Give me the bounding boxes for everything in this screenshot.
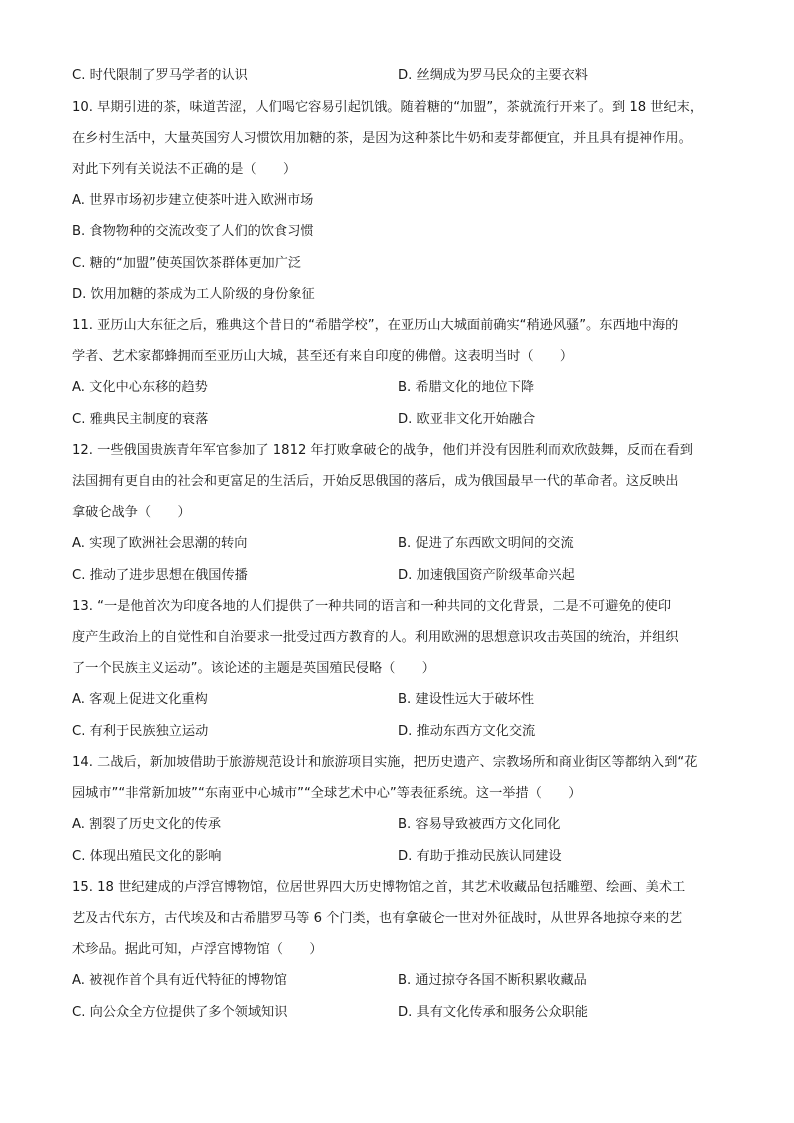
q10-option-b: B. 食物物种的交流改变了人们的饮食习惯	[72, 224, 314, 239]
q15-stem-line-1: 15. 18 世纪建成的卢浮宫博物馆，位居世界四大历史博物馆之首，其艺术收藏品包括雕塑、绘画、美术工	[72, 880, 686, 895]
q15-stem-line-3: 术珍品。据此可知，卢浮宫博物馆（ ）	[72, 942, 323, 957]
q9-option-c: C. 时代限制了罗马学者的认识	[72, 68, 248, 83]
q14-option-d: D. 有助于推动民族认同建设	[398, 849, 562, 864]
q13-option-d: D. 推动东西方文化交流	[398, 724, 536, 739]
q14-option-c: C. 体现出殖民文化的影响	[72, 849, 222, 864]
q10-option-c: C. 糖的“加盟”使英国饮茶群体更加广泛	[72, 256, 302, 271]
q12-option-b: B. 促进了东西欧文明间的交流	[398, 536, 574, 551]
q12-option-c: C. 推动了进步思想在俄国传播	[72, 568, 248, 583]
q11-stem-line-2: 学者、艺术家都蜂拥而至亚历山大城，甚至还有来自印度的佛僧。这表明当时（ ）	[72, 349, 574, 364]
q14-stem-line-2: 园城市”“非常新加坡”“东南亚中心城市”“全球艺术中心”等表征系统。这一举措（ ）	[72, 786, 582, 801]
q15-option-a: A. 被视作首个具有近代特征的博物馆	[72, 973, 287, 988]
q13-option-b: B. 建设性远大于破坏性	[398, 692, 535, 707]
q13-option-a: A. 客观上促进文化重构	[72, 692, 208, 707]
q14-option-b: B. 容易导致被西方文化同化	[398, 817, 561, 832]
q11-option-a: A. 文化中心东移的趋势	[72, 380, 208, 395]
q9-option-d: D. 丝绸成为罗马民众的主要衣料	[398, 68, 588, 83]
q11-option-d: D. 欧亚非文化开始融合	[398, 412, 536, 427]
q12-stem-line-3: 拿破仑战争（ ）	[72, 505, 191, 520]
q11-stem-line-1: 11. 亚历山大东征之后，雅典这个昔日的“希腊学校”，在亚历山大城面前确实“稍逊风骚”。东西地中海的	[72, 318, 679, 333]
q15-option-d: D. 具有文化传承和服务公众职能	[398, 1005, 588, 1020]
q14-option-a: A. 割裂了历史文化的传承	[72, 817, 222, 832]
q10-stem-line-2: 在乡村生活中，大量英国穷人习惯饮用加糖的茶，是因为这种茶比牛奶和麦芽都便宜，并且具有提神作用。	[72, 131, 692, 146]
q13-stem-line-1: 13. “一是他首次为印度各地的人们提供了一种共同的语言和一种共同的文化背景，二是不可避免的使印	[72, 599, 672, 614]
q14-stem-line-1: 14. 二战后，新加坡借助于旅游规范设计和旅游项目实施，把历史遗产、宗教场所和商业街区等都纳入到“花	[72, 755, 698, 770]
q10-option-a: A. 世界市场初步建立使茶叶进入欧洲市场	[72, 193, 314, 208]
q12-option-d: D. 加速俄国资产阶级革命兴起	[398, 568, 575, 583]
q12-stem-line-2: 法国拥有更自由的社会和更富足的生活后，开始反思俄国的落后，成为俄国最早一代的革命者。这反映出	[72, 474, 679, 489]
q10-option-d: D. 饮用加糖的茶成为工人阶级的身份象征	[72, 287, 315, 302]
q11-option-b: B. 希腊文化的地位下降	[398, 380, 535, 395]
q13-stem-line-2: 度产生政治上的自觉性和自治要求一批受过西方教育的人。利用欧洲的思想意识攻击英国的统治，并组织	[72, 630, 679, 645]
q12-option-a: A. 实现了欧洲社会思潮的转向	[72, 536, 248, 551]
q10-stem-line-1: 10. 早期引进的茶，味道苦涩，人们喝它容易引起饥饿。随着糖的“加盟”，茶就流行开来了。到 18 世纪末，	[72, 100, 704, 115]
q10-stem-line-3: 对此下列有关说法不正确的是（ ）	[72, 162, 297, 177]
q11-option-c: C. 雅典民主制度的衰落	[72, 412, 209, 427]
q15-stem-line-2: 艺及古代东方，古代埃及和古希腊罗马等 6 个门类，也有拿破仑一世对外征战时，从世界各地掠夺来的艺	[72, 911, 683, 926]
q12-stem-line-1: 12. 一些俄国贵族青年军官参加了 1812 年打败拿破仑的战争，他们并没有因胜利而欢欣鼓舞，反而在看到	[72, 443, 693, 458]
q15-option-b: B. 通过掠夺各国不断积累收藏品	[398, 973, 587, 988]
q15-option-c: C. 向公众全方位提供了多个领域知识	[72, 1005, 288, 1020]
q13-stem-line-3: 了一个民族主义运动”。该论述的主题是英国殖民侵略（ ）	[72, 661, 435, 676]
q13-option-c: C. 有利于民族独立运动	[72, 724, 209, 739]
